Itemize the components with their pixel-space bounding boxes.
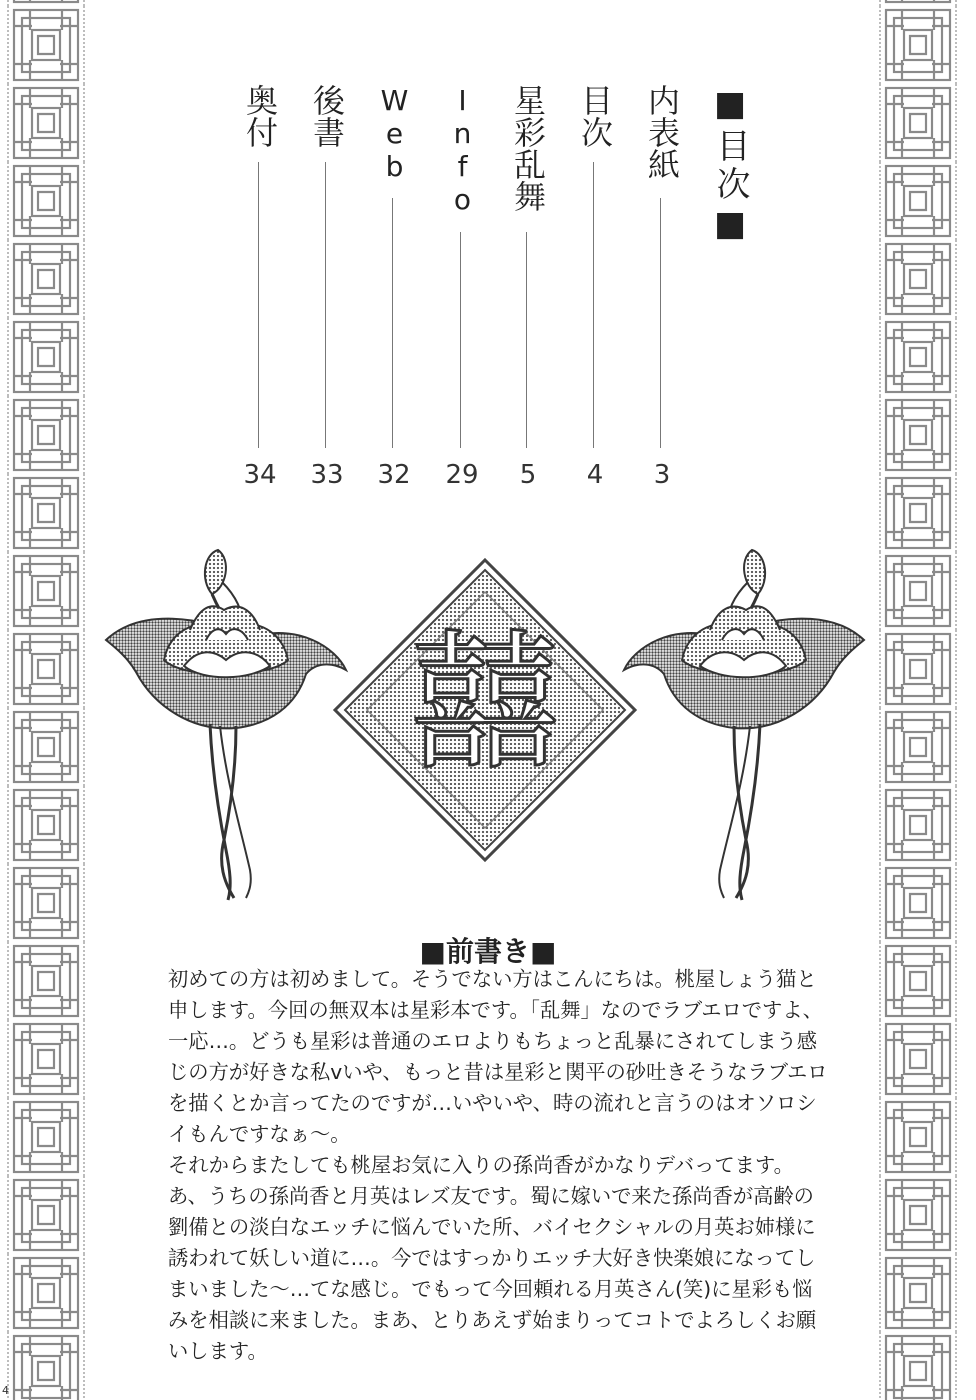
page-number: 4 bbox=[2, 1384, 9, 1397]
toc-entry-info bbox=[436, 80, 480, 500]
leader-line bbox=[325, 162, 326, 448]
toc-entry-page: 33 bbox=[310, 460, 344, 490]
toc-entry-web bbox=[368, 80, 412, 500]
preface-body bbox=[168, 964, 830, 1367]
lattice-border-left bbox=[0, 0, 92, 1400]
preface-title: ■前書き■ bbox=[419, 935, 557, 968]
leader-line bbox=[660, 198, 661, 448]
lattice-border-right bbox=[872, 0, 964, 1400]
toc-entry-seisai-ranbu bbox=[502, 80, 546, 500]
toc-entry-afterword bbox=[301, 80, 345, 500]
preface-paragraph: 初めての方は初めまして。そうでない方はこんにちは。桃屋しょう猫と申します。今回の無双本は星彩本です。「乱舞」なのでラブエロですよ、一応…。どうも星彩は普通のエロよりもちょっと乱暴にされてしまう感じの方が好きな私vいや、もっと昔は星彩と関平の砂吐きそうなラブエロを描くとか言ってたのですが…いやいや、時の流れと言うのはオソロシイもんですなぁ～。 bbox=[168, 967, 828, 1146]
leader-line bbox=[460, 232, 461, 448]
toc-entry-label: Info bbox=[446, 84, 479, 216]
toc-entry-inner-cover bbox=[636, 80, 680, 500]
toc-entry-page: 4 bbox=[586, 460, 604, 490]
preface-paragraph: それからまたしても桃屋お気に入りの孫尚香がかなりデバってます。あ、うちの孫尚香と月英はレズ友です。蜀に嫁いで来た孫尚香が高齢の劉備との淡白なエッチに悩んでいた所、バイセクシャルの月英お姉様に誘われて妖しい道に…。今ではすっかりエッチ大好き快楽娘になってしまいました～…てな感じ。でもって今回頼れる月英さん(笑)に星彩も悩みを相談に来ました。まあ、とりあえず始まりってコトでよろしくお願いします。 bbox=[168, 1153, 817, 1363]
toc-entry-page: 3 bbox=[653, 460, 671, 490]
leader-line bbox=[392, 198, 393, 448]
toc-entry-page: 34 bbox=[243, 460, 277, 490]
table-of-contents bbox=[230, 80, 750, 500]
toc-entry-label: 目次 bbox=[576, 84, 614, 148]
double-happiness-glyph: 囍 bbox=[409, 617, 561, 792]
toc-entry-label: 奥付 bbox=[241, 84, 279, 148]
double-happiness-emblem bbox=[100, 510, 870, 910]
toc-entry-label: 後書 bbox=[308, 84, 346, 148]
toc-entry-page: 5 bbox=[519, 460, 537, 490]
toc-entry-label: 内表紙 bbox=[643, 84, 681, 180]
toc-title: ■目次■ bbox=[710, 84, 750, 248]
toc-entry-label: Web bbox=[378, 84, 411, 183]
toc-entry-page: 32 bbox=[377, 460, 411, 490]
toc-entry-colophon bbox=[234, 80, 278, 500]
toc-entry-contents bbox=[569, 80, 613, 500]
toc-entry-page: 29 bbox=[445, 460, 479, 490]
leader-line bbox=[593, 162, 594, 448]
leader-line bbox=[526, 232, 527, 448]
leader-line bbox=[258, 162, 259, 448]
toc-entry-label: 星彩乱舞 bbox=[509, 84, 547, 212]
